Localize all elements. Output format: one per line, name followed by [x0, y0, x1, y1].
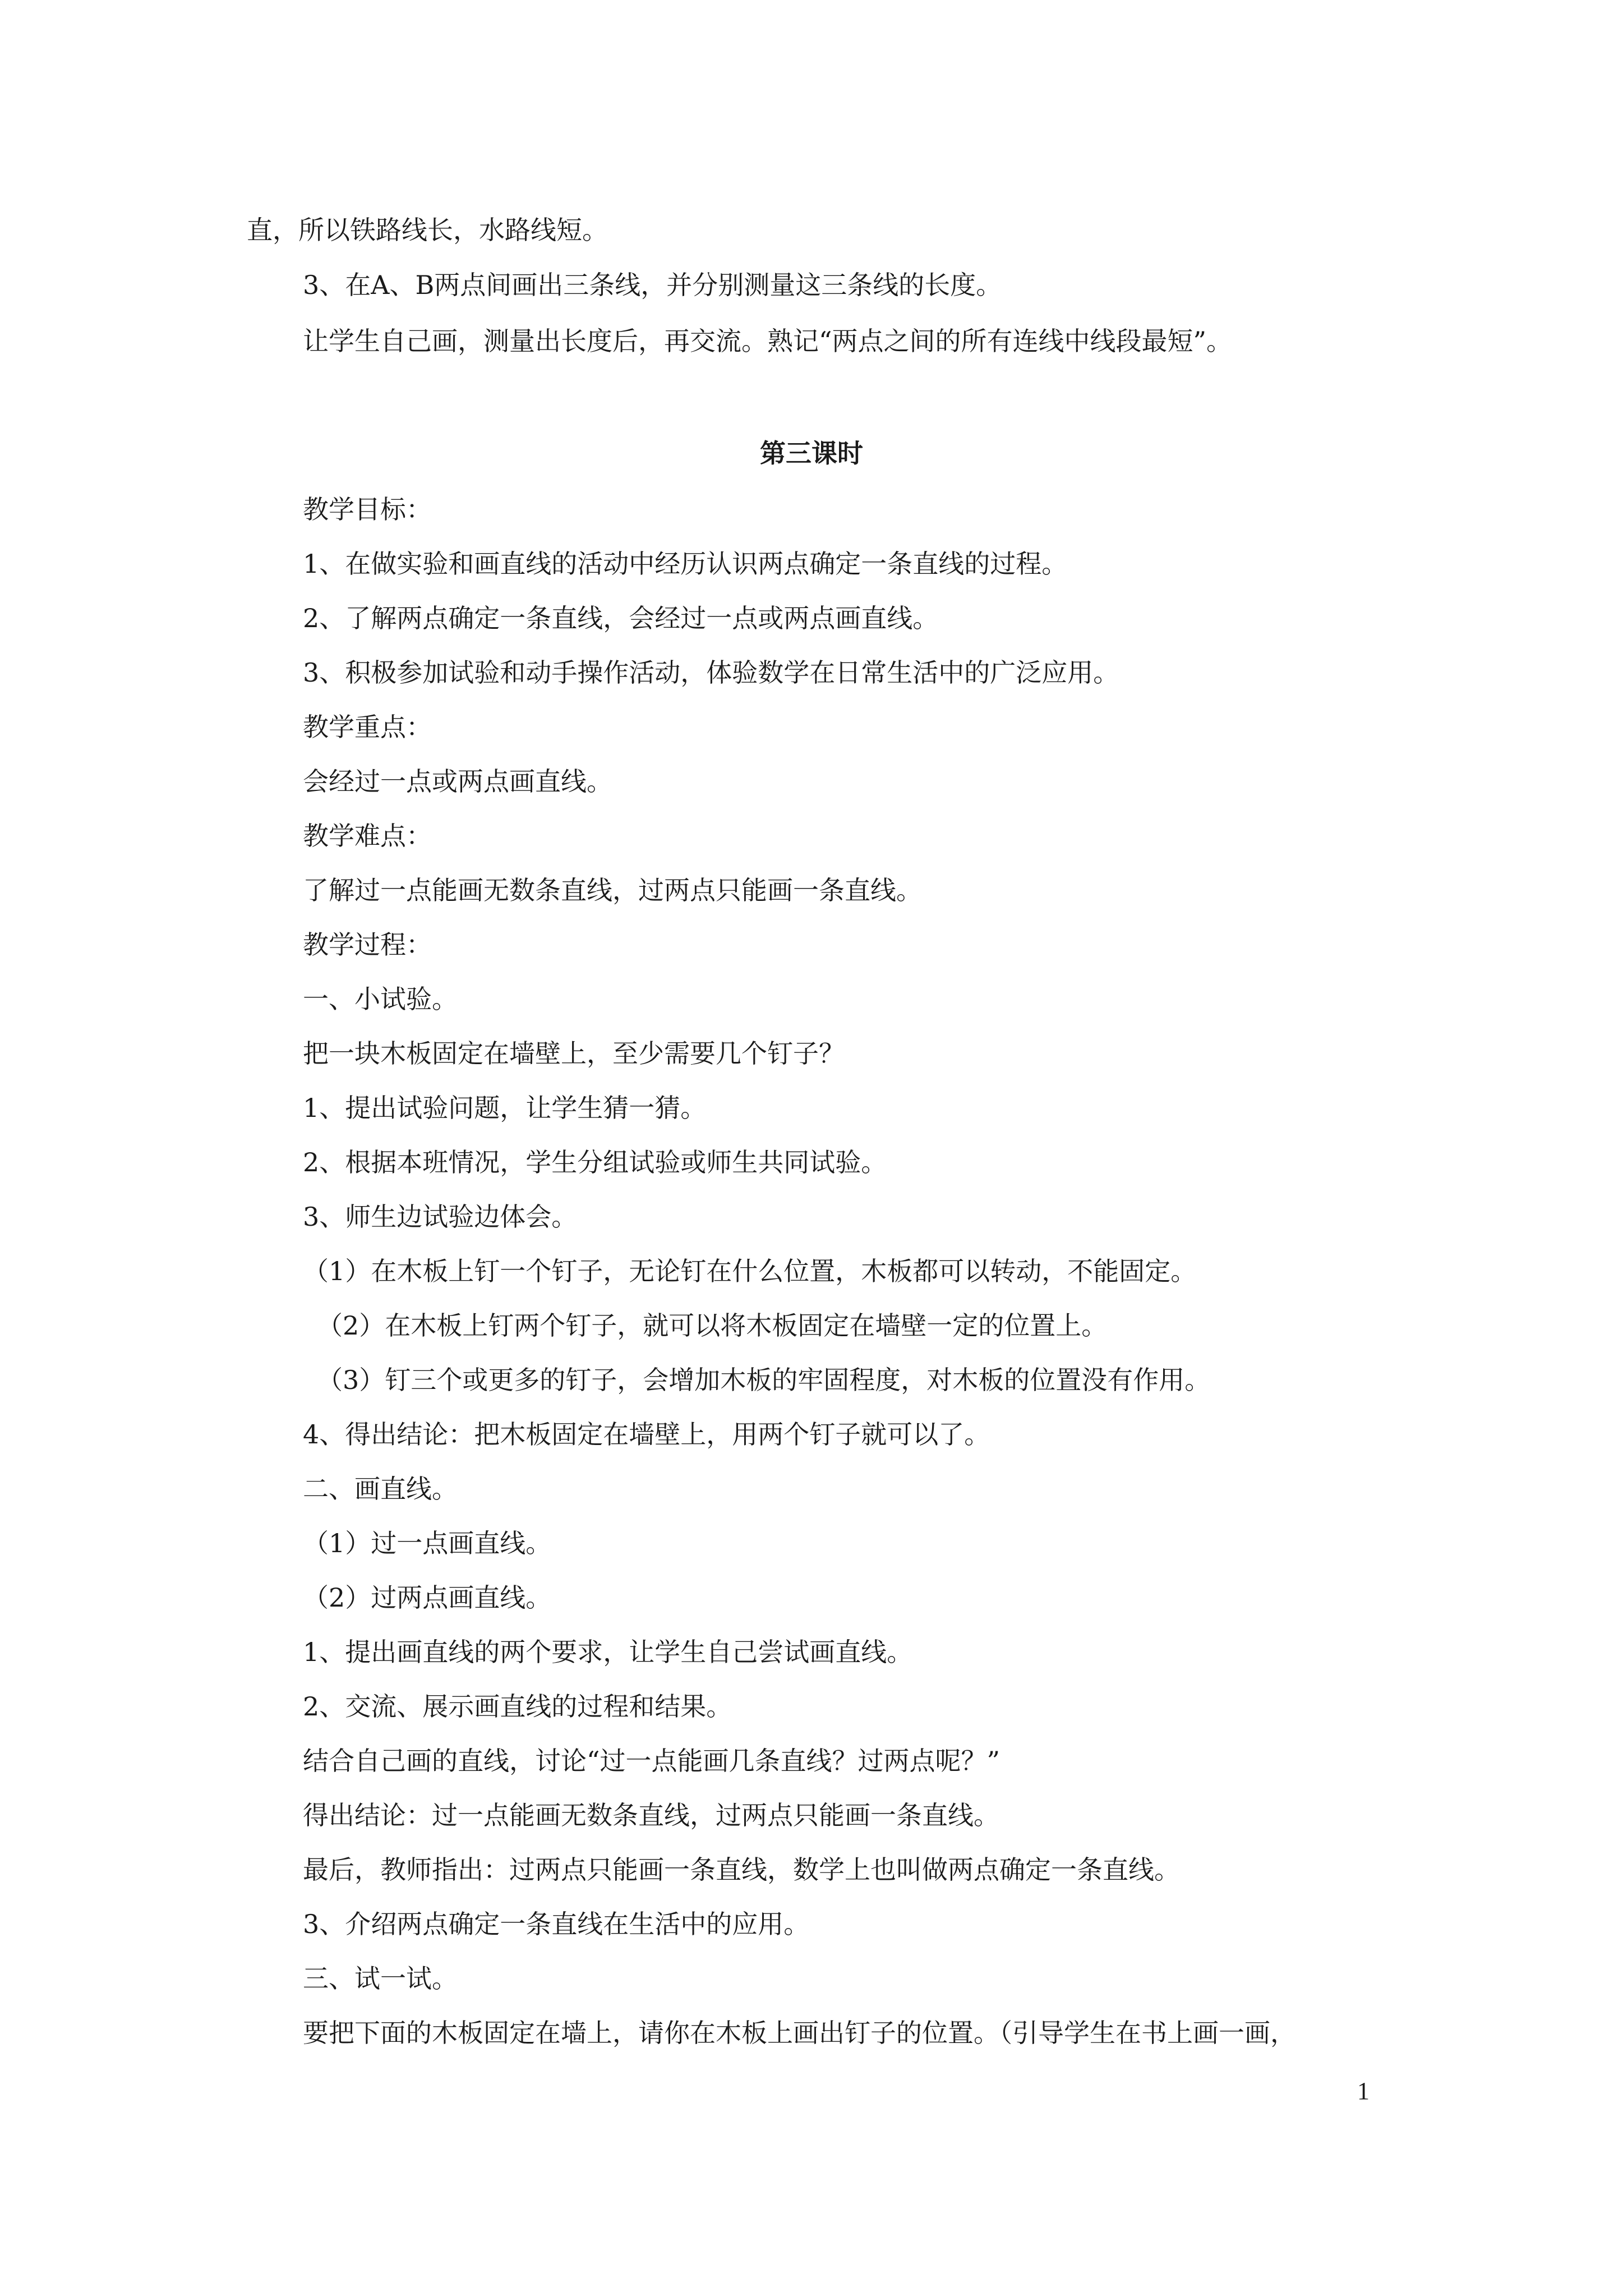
text-line: 1、提出试验问题，让学生猜一猜。 [303, 1093, 707, 1123]
text-line: 3、积极参加试验和动手操作活动，体验数学在日常生活中的广泛应用。 [303, 657, 1119, 688]
text-line: 二、画直线。 [303, 1474, 458, 1504]
text-line: 3、师生边试验边体会。 [303, 1202, 578, 1232]
text-line: 教学目标： [303, 494, 432, 524]
text-line: 把一块木板固定在墙壁上，至少需要几个钉子？ [303, 1038, 845, 1069]
text-line: 一、小试验。 [303, 984, 458, 1014]
text-line: 1、在做实验和画直线的活动中经历认识两点确定一条直线的过程。 [303, 549, 1068, 579]
text-line-top-2: 3、在A、B两点间画出三条线，并分别测量这三条线的长度。 [303, 270, 1002, 300]
text-line: 会经过一点或两点画直线。 [303, 766, 612, 797]
text-line: 2、交流、展示画直线的过程和结果。 [303, 1691, 732, 1722]
text-line: 教学重点： [303, 712, 432, 742]
text-line: （2）过两点画直线。 [303, 1582, 552, 1613]
text-line: 最后，教师指出：过两点只能画一条直线，数学上也叫做两点确定一条直线。 [303, 1855, 1180, 1885]
text-line: 教学难点： [303, 821, 432, 851]
text-line: 要把下面的木板固定在墙上，请你在木板上画出钉子的位置。（引导学生在书上画一画， [303, 2018, 1296, 2048]
text-line-top-3: 让学生自己画，测量出长度后，再交流。熟记“两点之间的所有连线中线段最短”。 [303, 326, 1233, 356]
text-line: （2）在木板上钉两个钉子，就可以将木板固定在墙壁一定的位置上。 [317, 1310, 1108, 1341]
text-line: 4、得出结论：把木板固定在墙壁上，用两个钉子就可以了。 [303, 1419, 990, 1450]
text-line: 2、了解两点确定一条直线，会经过一点或两点画直线。 [303, 603, 939, 633]
text-line: 教学过程： [303, 930, 432, 960]
text-line: 1、提出画直线的两个要求，让学生自己尝试画直线。 [303, 1637, 913, 1667]
text-line: 三、试一试。 [303, 1963, 458, 1994]
text-line: 得出结论：过一点能画无数条直线，过两点只能画一条直线。 [303, 1800, 999, 1830]
text-line: 了解过一点能画无数条直线，过两点只能画一条直线。 [303, 875, 922, 905]
text-line: （1）过一点画直线。 [303, 1528, 552, 1558]
text-line: 3、介绍两点确定一条直线在生活中的应用。 [303, 1909, 810, 1939]
text-line: （3）钉三个或更多的钉子，会增加木板的牢固程度，对木板的位置没有作用。 [317, 1365, 1211, 1395]
text-line: （1）在木板上钉一个钉子，无论钉在什么位置，木板都可以转动，不能固定。 [303, 1256, 1197, 1286]
page-number: 1 [1357, 2077, 1370, 2105]
text-line-top-1: 直，所以铁路线长，水路线短。 [247, 215, 608, 245]
text-line: 2、根据本班情况，学生分组试验或师生共同试验。 [303, 1147, 887, 1177]
section-title: 第三课时 [760, 438, 863, 468]
text-line: 结合自己画的直线，讨论“过一点能画几条直线？过两点呢？” [303, 1746, 1000, 1776]
